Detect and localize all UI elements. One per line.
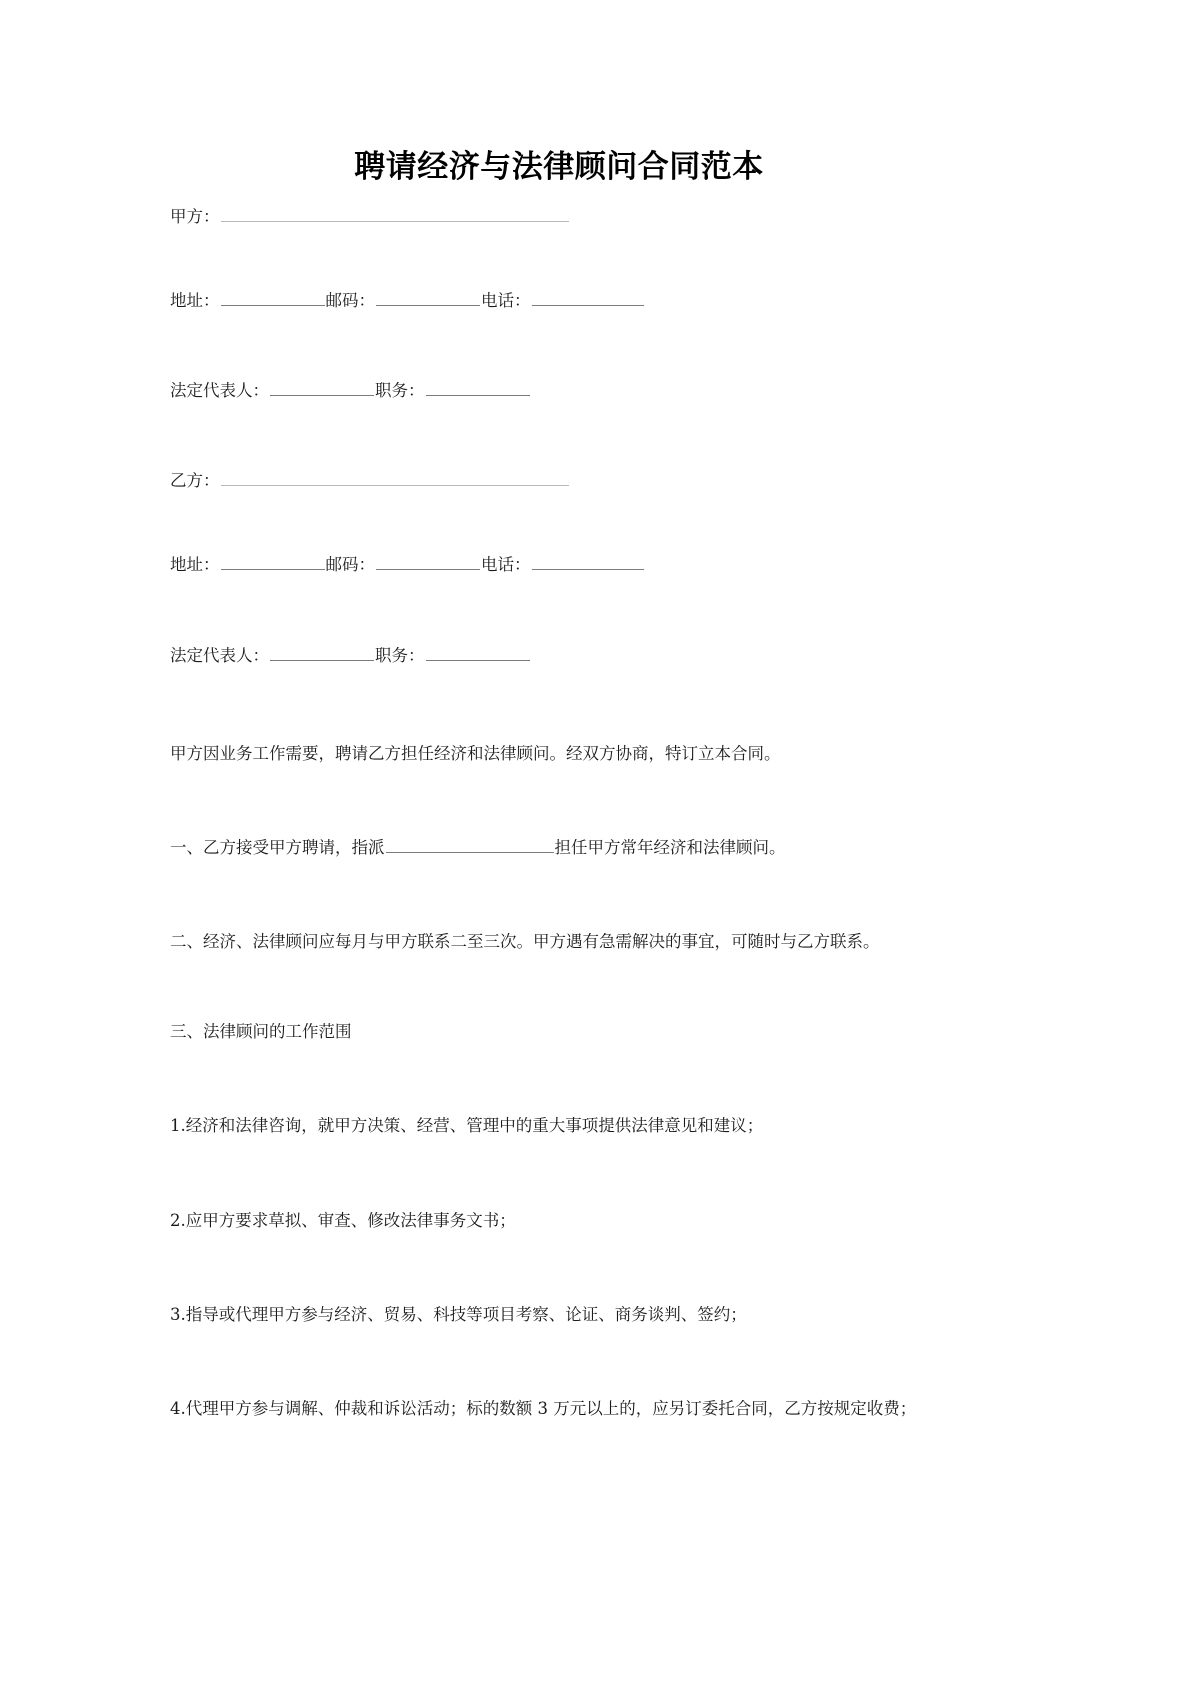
party-a-name-blank[interactable] (221, 204, 569, 222)
spacer (170, 497, 948, 549)
spacer (170, 407, 948, 465)
party-b-position-blank[interactable] (426, 643, 530, 661)
party-b-legal-rep-label: 法定代表人： (170, 645, 269, 665)
scope-item-3: 3.指导或代理甲方参与经济、贸易、科技等项目考察、论证、商务谈判、签约； (170, 1304, 747, 1324)
party-b-position-label: 职务： (375, 645, 425, 665)
party-a-position-blank[interactable] (426, 379, 530, 397)
scope-item-1: 1.经济和法律咨询，就甲方决策、经营、管理中的重大事项提供法律意见和建议； (170, 1116, 764, 1136)
clause-1 (170, 832, 948, 864)
party-b-name-line (170, 465, 948, 497)
scope-item-2: 2.应甲方要求草拟、审查、修改法律事务文书； (170, 1210, 516, 1230)
party-b-name-label: 乙方： (170, 471, 220, 491)
page-title: 聘请经济与法律顾问合同范本 (354, 149, 764, 185)
party-a-address-label: 地址： (170, 290, 220, 310)
party-b-phone-label: 电话： (481, 555, 531, 575)
party-a-contact-line (170, 285, 948, 317)
spacer (170, 864, 948, 926)
party-b-contact-line (170, 549, 948, 581)
party-b-address-label: 地址： (170, 555, 220, 575)
clause-1-prefix: 一、乙方接受甲方聘请，指派 (170, 837, 385, 857)
party-b-postcode-blank[interactable] (376, 553, 480, 571)
document-content (170, 148, 948, 1425)
party-a-postcode-label: 邮码： (325, 290, 375, 310)
spacer (170, 672, 948, 738)
party-a-phone-label: 电话： (481, 290, 531, 310)
preamble-paragraph: 甲方因业务工作需要，聘请乙方担任经济和法律顾问。经双方协商，特订立本合同。 (170, 743, 781, 763)
spacer (170, 1237, 948, 1299)
spacer (170, 233, 948, 285)
party-a-name-line (170, 201, 948, 233)
spacer (170, 1048, 948, 1110)
scope-item-4: 4.代理甲方参与调解、仲裁和诉讼活动；标的数额 3 万元以上的，应另订委托合同，乙方按规定收费； (170, 1398, 917, 1418)
party-a-position-label: 职务： (375, 381, 425, 401)
party-a-address-blank[interactable] (221, 288, 325, 306)
party-b-phone-blank[interactable] (532, 553, 644, 571)
party-b-name-blank[interactable] (221, 469, 569, 487)
clause-2: 二、经济、法律顾问应每月与甲方联系二至三次。甲方遇有急需解决的事宜，可随时与乙方联系。 (170, 932, 880, 952)
clause-3-heading: 三、法律顾问的工作范围 (170, 1022, 352, 1042)
party-a-legal-rep-blank[interactable] (270, 379, 374, 397)
party-b-representative-line (170, 640, 948, 672)
party-b-postcode-label: 邮码： (325, 555, 375, 575)
party-a-legal-rep-label: 法定代表人： (170, 381, 269, 401)
party-a-phone-blank[interactable] (532, 288, 644, 306)
party-a-representative-line (170, 375, 948, 407)
spacer (170, 958, 948, 1016)
party-b-legal-rep-blank[interactable] (270, 643, 374, 661)
spacer (170, 1331, 948, 1393)
spacer (170, 770, 948, 832)
party-a-postcode-blank[interactable] (376, 288, 480, 306)
spacer (170, 317, 948, 375)
party-a-name-label: 甲方： (170, 206, 220, 226)
party-b-address-blank[interactable] (221, 553, 325, 571)
spacer (170, 1143, 948, 1205)
clause-1-assignee-blank[interactable] (386, 835, 554, 853)
spacer (170, 582, 948, 640)
clause-1-suffix: 担任甲方常年经济和法律顾问。 (554, 837, 786, 857)
